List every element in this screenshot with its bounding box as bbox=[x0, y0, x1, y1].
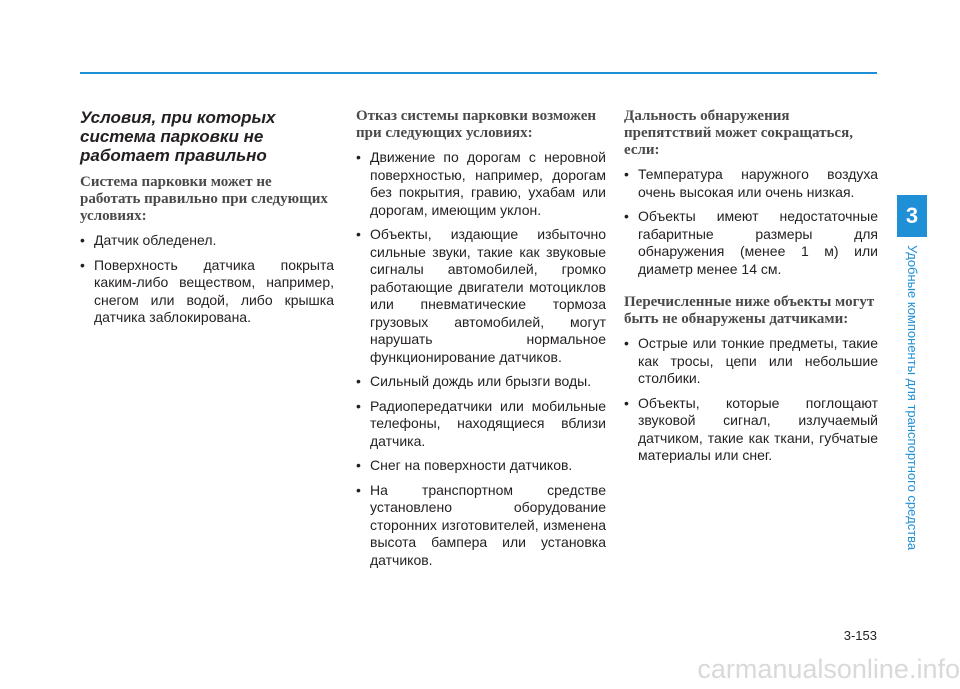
list-item: • Острые или тонкие предметы, такие как тросы, цепи или небольшие столбики. bbox=[624, 335, 878, 388]
subheading: Система парковки может не работать правильно при следующих условиях: bbox=[80, 174, 328, 224]
top-rule bbox=[80, 72, 877, 74]
list-item: • Температура наружного воздуха очень высокая или очень низкая. bbox=[624, 166, 878, 201]
bullet-list bbox=[624, 335, 878, 465]
list-item: • Объекты, издающие избыточно сильные звуки, такие как звуковые сигналы автомобилей, громко работающие двигатели мотоциклов или пневматические тормоза грузовых автомобилей, могут нарушать нормальное функционирование датчиков. bbox=[356, 226, 606, 366]
watermark: carmanualsonline.info bbox=[697, 654, 960, 684]
column-2 bbox=[356, 108, 606, 576]
list-item: • Сильный дождь или брызги воды. bbox=[356, 373, 606, 391]
chapter-title: Удобные компоненты для транспортного средства bbox=[905, 245, 920, 551]
bullet-list bbox=[624, 166, 878, 278]
list-item: • Объекты имеют недостаточные габаритные размеры для обнаружения (менее 1 м) или диаметр менее 14 см. bbox=[624, 208, 878, 278]
column-1 bbox=[80, 108, 334, 334]
list-item: • Датчик обледенел. bbox=[80, 232, 334, 250]
subheading: Отказ системы парковки возможен при следующих условиях: bbox=[356, 108, 597, 141]
column-3 bbox=[624, 108, 878, 472]
list-item: • Движение по дорогам с неровной поверхностью, например, дорогам без покрытия, гравию, ухабам или дорогам, имеющим уклон. bbox=[356, 149, 606, 219]
list-item: • Объекты, которые поглощают звуковой сигнал, излучаемый датчиком, такие как ткани, губчатые материалы или снег. bbox=[624, 395, 878, 465]
chapter-tab: 3 bbox=[897, 195, 927, 237]
subheading: Перечисленные ниже объекты могут быть не обнаружены датчиками: bbox=[624, 294, 875, 327]
list-item: • Снег на поверхности датчиков. bbox=[356, 457, 606, 475]
subheading: Дальность обнаружения препятствий может сокращаться, если: bbox=[624, 108, 853, 158]
list-item: • На транспортном средстве установлено оборудование сторонних изготовителей, изменена высота бампера или установка датчиков. bbox=[356, 482, 606, 570]
bullet-list bbox=[80, 232, 334, 327]
list-item: • Радиопередатчики или мобильные телефоны, находящиеся вблизи датчика. bbox=[356, 398, 606, 451]
page-number: 3-153 bbox=[843, 628, 877, 643]
section-heading: Условия, при которых система парковки не работает правильно bbox=[80, 108, 276, 165]
bullet-list bbox=[356, 149, 606, 569]
list-item: • Поверхность датчика покрыта каким-либо веществом, например, снегом или водой, либо крышка датчика заблокирована. bbox=[80, 257, 334, 327]
